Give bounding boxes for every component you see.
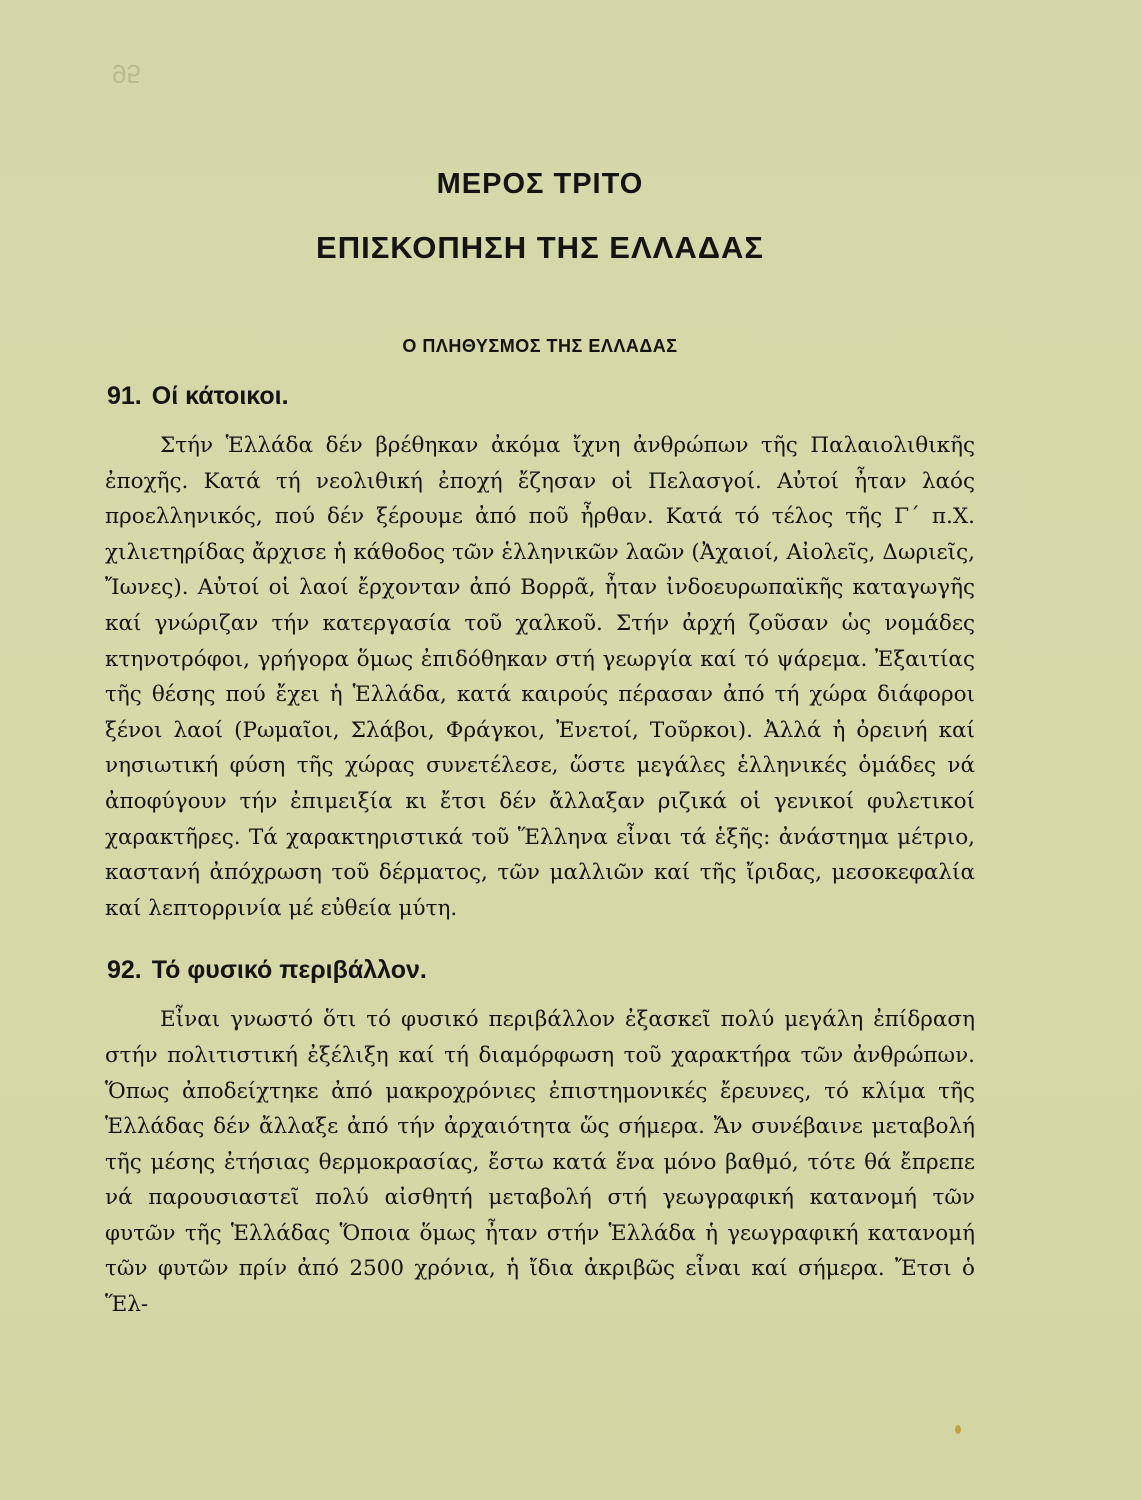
section-heading bbox=[107, 382, 975, 416]
section-paragraph: Στήν Ἑλλάδα δέν βρέθηκαν ἀκόμα ἴχνη ἀνθρώπων τῆς Παλαιολιθικῆς ἐποχῆς. Κατά τή νεολιθική ἐποχή ἔζησαν οἱ Πελασγοί. Αὐτοί ἦταν λαός προελληνικός, πού δέν ξέρουμε ἀπό ποῦ ἦρθαν. Κατά τό τέλος τῆς Γ΄ π.Χ. χιλιετηρίδας ἄρχισε ἡ κάθοδος τῶν ἑλληνικῶν λαῶν (Ἀχαιοί, Αἰολεῖς, Δωριεῖς, Ἴωνες). Αὐτοί οἱ λαοί ἔρχονταν ἀπό Βορρᾶ, ἦταν ἰνδοευρωπαϊκῆς καταγωγῆς καί γνώριζαν τήν κατεργασία τοῦ χαλκοῦ. Στήν ἀρχή ζοῦσαν ὡς νομάδες κτηνοτρόφοι, γρήγορα ὅμως ἐπιδόθηκαν στή γεωργία καί τό ψάρεμα. Ἐξαιτίας τῆς θέσης πού ἔχει ἡ Ἑλλάδα, κατά καιρούς πέρασαν ἀπό τή χώρα διάφοροι ξένοι λαοί (Ρωμαῖοι, Σλάβοι, Φράγκοι, Ἐνετοί, Τοῦρκοι). Ἀλλά ἡ ὀρεινή καί νησιωτική φύση τῆς χώρας συνετέλεσε, ὥστε μεγάλες ἑλληνικές ὁμάδες νά ἀποφύγουν τήν ἐπιμειξία κι ἔτσι δέν ἄλλαξαν ριζικά οἱ γενικοί φυλετικοί χαρακτῆρες. Τά χαρακτηριστικά τοῦ Ἕλληνα εἶναι τά ἑξῆς: ἀνάστημα μέτριο, καστανή ἀπόχρωση τοῦ δέρματος, τῶν μαλλιῶν καί τῆς ἴριδας, μεσοκεφαλία καί λεπτορρινία μέ εὐθεία μύτη. bbox=[105, 433, 975, 921]
page-number-bleed: 95 bbox=[112, 59, 141, 89]
ink-mark bbox=[955, 1425, 961, 1434]
section-92 bbox=[105, 956, 975, 1322]
section-91 bbox=[105, 382, 975, 926]
section-number: 91. bbox=[107, 382, 142, 410]
part-title: ΜΕΡΟΣ ΤΡΙΤΟ bbox=[436, 168, 644, 200]
section-paragraph: Εἶναι γνωστό ὅτι τό φυσικό περιβάλλον ἐξασκεῖ πολύ μεγάλη ἐπίδραση στήν πολιτιστική ἐξέλιξη καί τή διαμόρφωση τοῦ χαρακτήρα τῶν ἀνθρώπων. Ὅπως ἀποδείχτηκε ἀπό μακροχρόνιες ἐπιστημονικές ἔρευνες, τό κλίμα τῆς Ἑλλάδας δέν ἄλλαξε ἀπό τήν ἀρχαιότητα ὥς σήμερα. Ἄν συνέβαινε μεταβολή τῆς μέσης ἐτήσιας θερμοκρασίας, ἔστω κατά ἕνα μόνο βαθμό, τότε θά ἔπρεπε νά παρουσιαστεῖ πολύ αἰσθητή μεταβολή στή γεωγραφική κατανομή τῶν φυτῶν τῆς Ἑλλάδας Ὅποια ὅμως ἦταν στήν Ἑλλάδα ἡ γεωγραφική κατανομή τῶν φυτῶν πρίν ἀπό 2500 χρόνια, ἡ ἴδια ἀκριβῶς εἶναι καί σήμερα. Ἔτσι ὁ Ἕλ- bbox=[105, 1007, 975, 1318]
page-content bbox=[105, 160, 975, 1323]
section-title: Οί κάτοικοι. bbox=[151, 382, 289, 410]
section-title: Τό φυσικό περιβάλλον. bbox=[151, 956, 427, 985]
chapter-title: Ο ΠΛΗΘΥΣΜΟΣ ΤΗΣ ΕΛΛΑΔΑΣ bbox=[402, 336, 678, 356]
section-heading bbox=[107, 956, 975, 990]
section-number: 92. bbox=[107, 956, 142, 985]
part-subtitle: ΕΠΙΣΚΟΠΗΣΗ ΤΗΣ ΕΛΛΑΔΑΣ bbox=[316, 230, 764, 265]
